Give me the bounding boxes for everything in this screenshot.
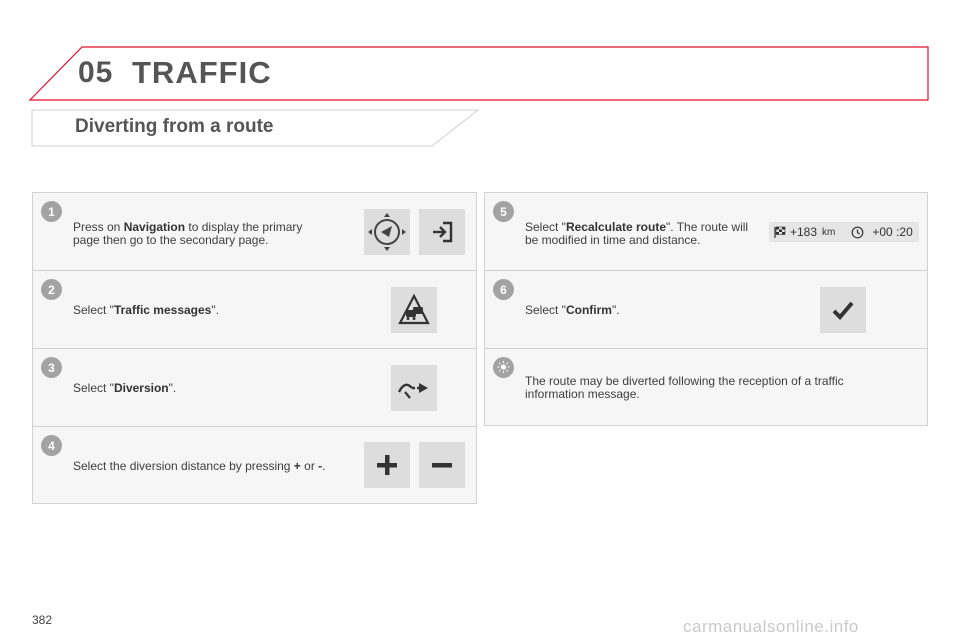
watermark: carmanualsonline.info xyxy=(683,617,859,636)
navigation-joystick-icon xyxy=(365,210,409,254)
step-row xyxy=(33,271,476,349)
step-badge: 1 xyxy=(41,201,62,222)
step-text: Select "Confirm". xyxy=(525,303,620,317)
plus-icon xyxy=(374,452,400,478)
step-badge: 6 xyxy=(493,279,514,300)
step-row xyxy=(485,193,927,271)
step-row xyxy=(33,427,476,505)
step-badge: 5 xyxy=(493,201,514,222)
tip-badge xyxy=(493,357,514,378)
step-text: Select "Recalculate route". The route will be modified in time and distance. xyxy=(525,220,749,247)
section-title: Diverting from a route xyxy=(75,116,274,137)
step-row xyxy=(33,193,476,271)
confirm-tile[interactable] xyxy=(820,287,866,333)
distance-delta: +183 xyxy=(790,225,818,239)
step-text: Select the diversion distance by pressing + or -. xyxy=(73,459,326,473)
checkered-flag-icon xyxy=(773,225,787,239)
step-badge: 2 xyxy=(41,279,62,300)
page-number: 382 xyxy=(32,613,53,627)
traffic-messages-icon xyxy=(397,293,431,327)
right-steps-panel xyxy=(484,192,928,426)
distance-unit: km xyxy=(822,226,836,238)
step-row xyxy=(485,271,927,349)
step-row xyxy=(33,349,476,427)
time-delta: +00 :20 xyxy=(872,225,913,239)
confirm-check-icon xyxy=(831,298,855,322)
secondary-page-tile[interactable] xyxy=(419,209,465,255)
navigation-joystick-tile[interactable] xyxy=(364,209,410,255)
minus-tile[interactable] xyxy=(419,442,465,488)
step-badge: 3 xyxy=(41,357,62,378)
diversion-tile[interactable] xyxy=(391,365,437,411)
plus-tile[interactable] xyxy=(364,442,410,488)
route-recalculation-strip xyxy=(769,222,919,242)
left-steps-panel xyxy=(32,192,477,504)
step-text: Select "Traffic messages". xyxy=(73,303,219,317)
minus-icon xyxy=(429,452,455,478)
secondary-page-icon xyxy=(427,217,457,247)
tip-text: The route may be diverted following the reception of a traffic information message. xyxy=(525,374,844,401)
step-text: Press on Navigation to display the primary page then go to the secondary page. xyxy=(73,220,303,247)
traffic-messages-tile[interactable] xyxy=(391,287,437,333)
tip-row xyxy=(485,349,927,427)
diversion-icon xyxy=(396,376,432,400)
chapter-number: 05 xyxy=(78,56,114,89)
step-text: Select "Diversion". xyxy=(73,381,177,395)
chapter-title: TRAFFIC xyxy=(132,55,272,90)
step-badge: 4 xyxy=(41,435,62,456)
lightbulb-icon xyxy=(496,360,511,375)
clock-icon xyxy=(851,226,864,239)
